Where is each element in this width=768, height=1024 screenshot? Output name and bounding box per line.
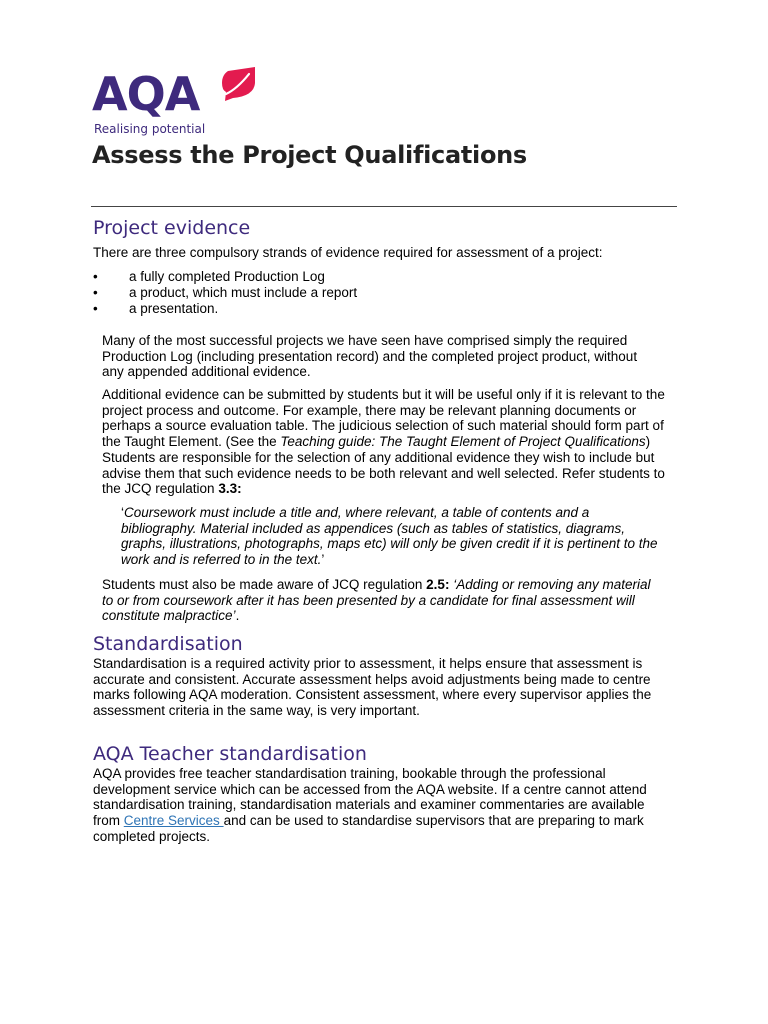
evidence-paragraph-3: Students must also be made aware of JCQ regulation 2.5: ‘Adding or removing any material to or from coursework after it has been presented by a candidate for final assessment will constitute malpractice’. [102,577,651,624]
logo-wordmark: AQA [92,67,200,121]
standardisation-paragraph: Standardisation is a required activity prior to assessment, it helps ensure that assessment is accurate and consistent. Accurate assessment helps avoid adjustments being made to centre marks following AQA moderation. Consistent assessment, where every supervisor applies the assessment criteria in the same way, is very important. [93,656,652,719]
evidence-paragraph-1: Many of the most successful projects we have seen have comprised simply the required Production Log (including presentation record) and the completed project product, without any appended additional evidence. [102,333,638,380]
bullet-icon: • [93,269,98,284]
evidence-paragraph-2: Additional evidence can be submitted by students but it will be useful only if it is relevant to the project process and outcome. For example, there may be relevant planning documents or perhaps a source evaluation table. The judicious selection of such material should form part of the Taught Element. (See the Teaching guide: The Taught Element of Project Qualifications) Students are responsible for the selection of any additional evidence they wish to include but advise them that such evidence needs to be both relevant and well selected. Refer students to the JCQ regulation 3.3: [102,387,665,497]
aqa-logo [92,66,262,138]
jcq-quote-3-3: ‘Coursework must include a title and, where relevant, a table of contents and a bibliography. Material included as appendices (such as tables of statistics, diagrams, graphs, illustrations, photographs, maps etc) will only be given credit if it is pertinent to the work and is referred to in the text.’ [121,505,658,568]
document-title: Assess the Project Qualifications [92,141,527,169]
teacher-standardisation-paragraph: AQA provides free teacher standardisation training, bookable through the professional development service which can be accessed from the AQA website. If a centre cannot attend standardisation training, standardisation materials and examiner commentaries are available from Centre Services and can be used to standardise supervisors that are preparing to mark completed projects. [93,766,647,844]
list-item: • a fully completed Production Log [93,269,325,284]
heading-project-evidence: Project evidence [93,217,251,239]
evidence-bullet-list [93,269,653,317]
list-item: • a presentation. [93,301,219,316]
title-divider [91,206,677,207]
logo-tagline: Realising potential [94,122,206,136]
bullet-icon: • [93,301,98,316]
list-item: • a product, which must include a report [93,285,358,300]
evidence-intro: There are three compulsory strands of evidence required for assessment of a project: [93,245,603,260]
bullet-icon: • [93,285,98,300]
centre-services-link[interactable]: Centre Services [123,813,224,829]
leaf-logo-icon [219,66,257,102]
heading-teacher-standardisation: AQA Teacher standardisation [93,743,367,765]
heading-standardisation: Standardisation [93,633,243,655]
